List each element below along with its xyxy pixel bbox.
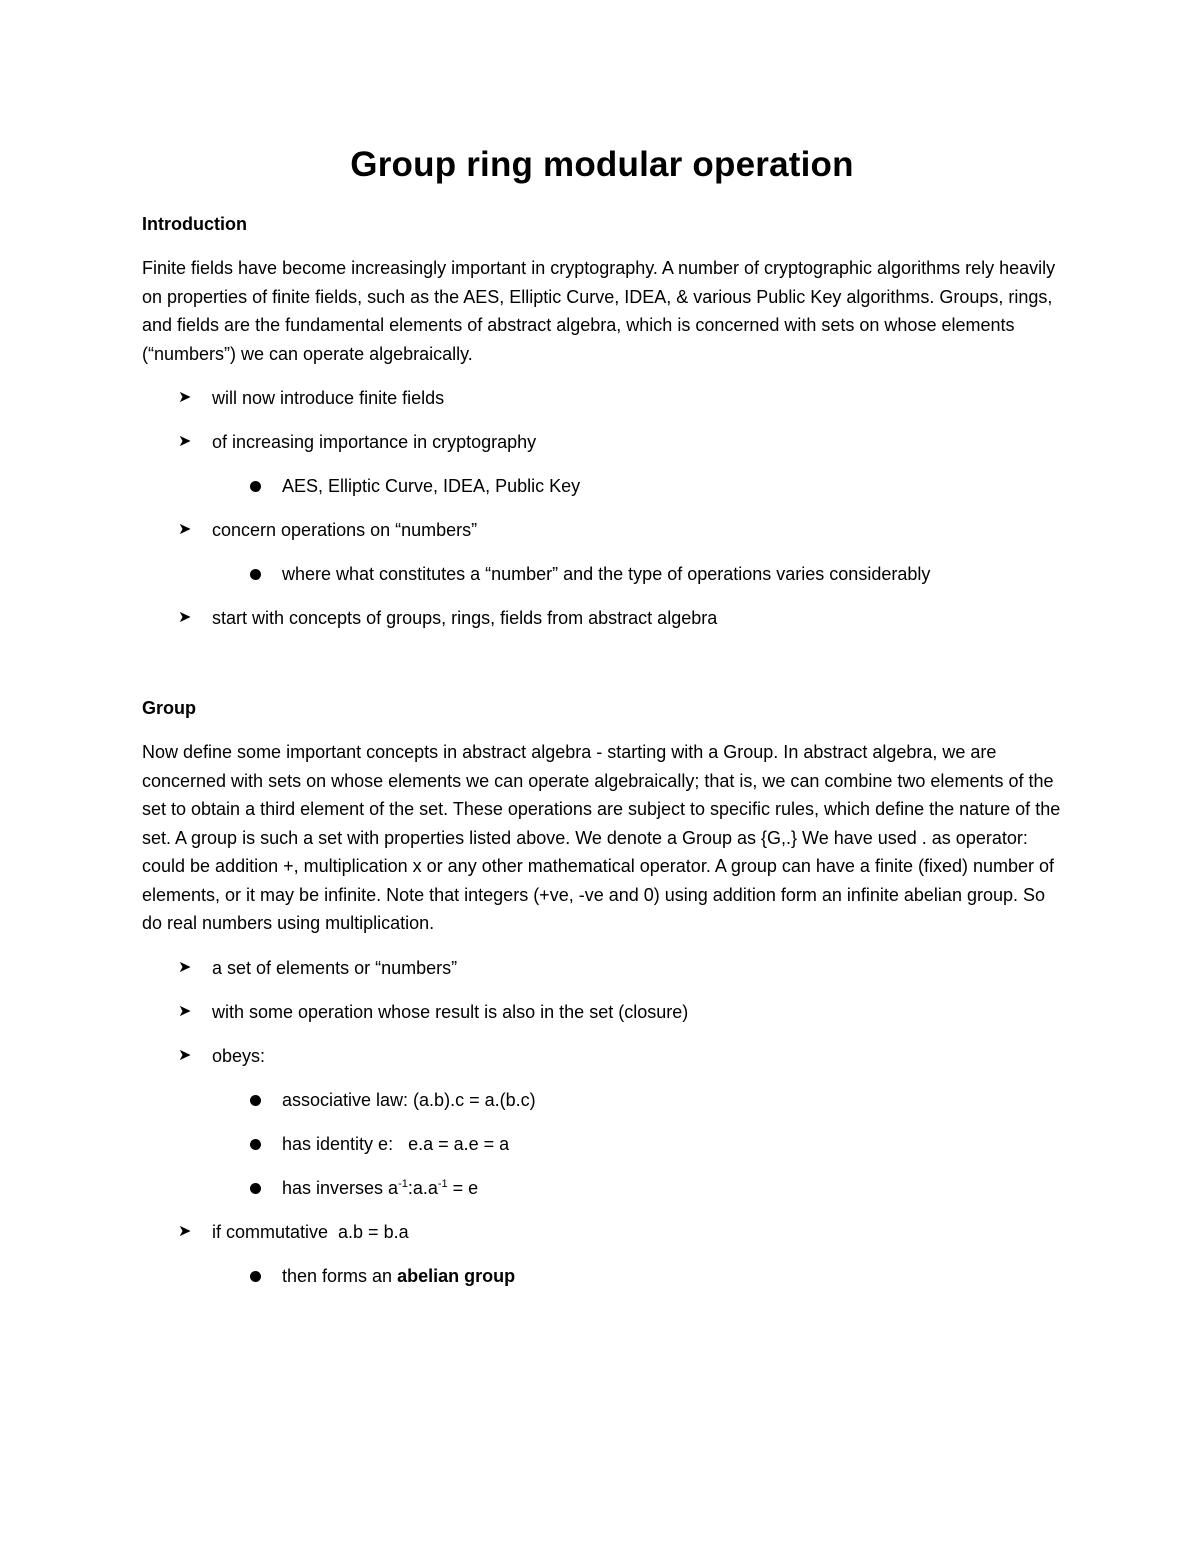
inverse-text-start: has inverses a: [282, 1177, 399, 1198]
list-item: [142, 472, 1062, 500]
list-item-text: associative law: (a.b).c = a.(b.c): [282, 1089, 536, 1110]
abelian-text-start: then forms an: [282, 1265, 398, 1286]
superscript-minus-one: -1: [398, 1177, 408, 1190]
list-item: [142, 1174, 1062, 1202]
list-item: [142, 384, 1062, 412]
list-item-text: a set of elements or “numbers”: [212, 957, 458, 978]
list-item-text: will now introduce finite fields: [212, 388, 445, 408]
arrow-bullet-icon: ➤: [178, 958, 192, 976]
arrow-bullet-icon: ➤: [178, 1222, 192, 1240]
arrow-bullet-icon: ➤: [178, 521, 192, 538]
inverse-text-middle: :a.a: [407, 1177, 438, 1198]
list-item-text: concern operations on “numbers”: [212, 520, 478, 540]
superscript-minus-one: -1: [437, 1177, 448, 1190]
arrow-bullet-icon: ➤: [178, 1046, 192, 1064]
list-item-text: [282, 1178, 478, 1198]
dot-bullet-icon: [250, 1271, 261, 1282]
list-item: [142, 954, 1062, 982]
dot-bullet-icon: [250, 569, 261, 580]
arrow-bullet-icon: ➤: [178, 433, 192, 450]
list-item: [142, 560, 1062, 588]
page-title: Group ring modular operation: [350, 145, 854, 184]
introduction-bullet-list: [142, 384, 1062, 632]
inverse-text-end: = e: [447, 1177, 479, 1198]
list-item: [142, 1086, 1062, 1114]
list-item-text: if commutative a.b = b.a: [212, 1221, 409, 1242]
arrow-bullet-icon: ➤: [178, 609, 192, 626]
list-item: [142, 1042, 1062, 1070]
list-item-text: AES, Elliptic Curve, IDEA, Public Key: [282, 476, 581, 496]
arrow-bullet-icon: ➤: [178, 389, 192, 406]
abelian-group-term: abelian group: [397, 1265, 516, 1286]
list-item-text: with some operation whose result is also in the set (closure): [212, 1001, 689, 1022]
list-item-text: where what constitutes a “number” and the type of operations varies considerably: [282, 564, 931, 584]
list-item: [142, 1130, 1062, 1158]
section-heading-group: Group: [142, 698, 196, 718]
dot-bullet-icon: [250, 481, 261, 492]
arrow-bullet-icon: ➤: [178, 1002, 192, 1020]
list-item-text: has identity e: e.a = a.e = a: [282, 1133, 510, 1154]
list-item: [142, 1262, 1062, 1290]
group-bullet-list: [142, 954, 1062, 1290]
list-item: [142, 998, 1062, 1026]
list-item: [142, 516, 1062, 544]
section-heading-introduction: Introduction: [142, 214, 247, 234]
dot-bullet-icon: [250, 1095, 261, 1106]
list-item: [142, 428, 1062, 456]
list-item: [142, 604, 1062, 632]
list-item-text: [282, 1266, 515, 1286]
dot-bullet-icon: [250, 1183, 261, 1194]
group-paragraph: Now define some important concepts in abstract algebra - starting with a Group. In abstract algebra, we are concerned with sets on whose elements we can operate algebraically; that is, we can combine two elements of the set to obtain a third element of the set. These operations are subject to specific rules, which define the nature of the set. A group is such a set with properties listed above. We denote a Group as {G,.} We have used . as operator: could be addition +, multiplication x or any other mathematical operator. A group can have a finite (fixed) number of elements, or it may be infinite. Note that integers (+ve, -ve and 0) using addition form an infinite abelian group. So do real numbers using multiplication.: [142, 742, 1061, 933]
list-item-text: start with concepts of groups, rings, fields from abstract algebra: [212, 608, 718, 628]
list-item-text: of increasing importance in cryptography: [212, 432, 537, 452]
document-page: [142, 140, 1062, 1290]
introduction-paragraph: Finite fields have become increasingly important in cryptography. A number of cryptographic algorithms rely heavily on properties of finite fields, such as the AES, Elliptic Curve, IDEA, & various Public Key algorithms. Groups, rings, and fields are the fundamental elements of abstract algebra, which is concerned with sets on whose elements (“numbers”) we can operate algebraically.: [142, 258, 1056, 364]
list-item-text: obeys:: [212, 1045, 266, 1066]
dot-bullet-icon: [250, 1139, 261, 1150]
list-item: [142, 1218, 1062, 1246]
